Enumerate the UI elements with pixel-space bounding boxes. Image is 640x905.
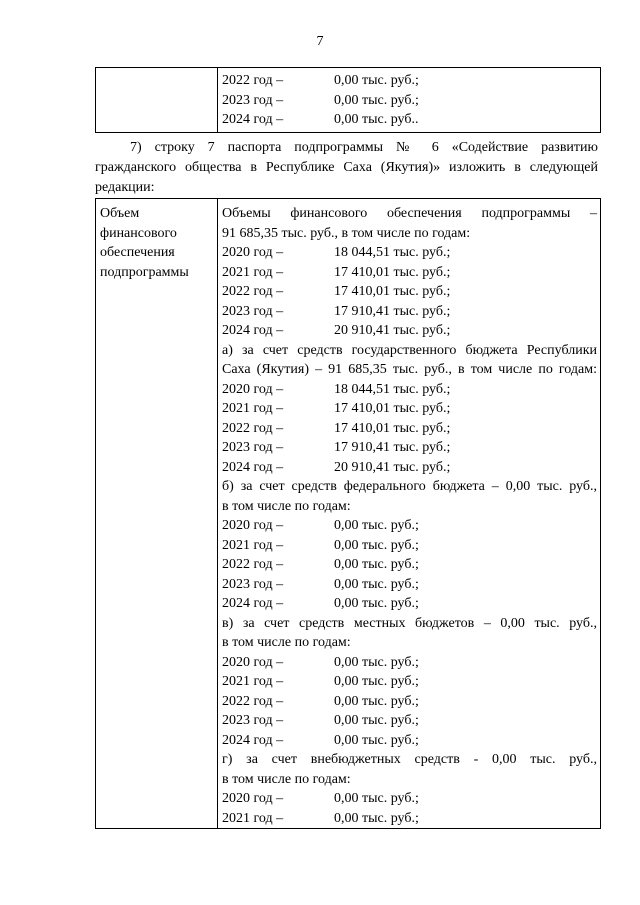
amount: 17 410,01 тыс. руб.; <box>334 420 451 436</box>
funding-cell <box>218 68 601 133</box>
amount: 0,00 тыс. руб.; <box>334 596 419 611</box>
label-line: подпрограммы <box>100 264 189 280</box>
total-heading: 91 685,35 тыс. руб., в том числе по годам: <box>222 225 471 241</box>
year: 2021 год – <box>222 537 284 553</box>
amount: 0,00 тыс. руб.; <box>334 92 419 108</box>
funding-table <box>95 198 601 829</box>
section-heading: г) за счет внебюджетных средств - 0,00 тыс. руб., <box>222 752 597 767</box>
amount: 0,00 тыс. руб.; <box>334 810 419 826</box>
year-row <box>218 438 600 458</box>
paragraph-line: 7) строку 7 паспорта подпрограммы № 6 «Содействие развитию <box>130 140 598 155</box>
year: 2021 год – <box>222 810 284 826</box>
year: 2020 год – <box>222 791 284 806</box>
year-row <box>218 672 600 692</box>
year-row <box>218 321 600 341</box>
year-row <box>218 399 600 419</box>
year-row <box>218 243 600 263</box>
year-row <box>218 91 600 111</box>
paragraph-line: гражданского общества в Республике Саха (Якутия)» изложить в следующей <box>95 160 598 175</box>
amount: 0,00 тыс. руб.; <box>334 791 419 806</box>
amount: 0,00 тыс. руб.; <box>334 713 419 728</box>
paragraph-line: редакции: <box>95 180 155 195</box>
amount: 0,00 тыс. руб.; <box>334 693 419 709</box>
funding-cell <box>218 199 601 829</box>
year-row <box>218 653 600 673</box>
year-row <box>218 555 600 575</box>
section-heading: Саха (Якутия) – 91 685,35 тыс. руб., в том числе по годам: <box>222 362 597 377</box>
year-row <box>218 536 600 556</box>
empty-label-cell <box>96 68 218 133</box>
amount: 0,00 тыс. руб.; <box>334 576 419 592</box>
year-row <box>218 516 600 536</box>
year-row <box>218 731 600 751</box>
section-heading: а) за счет средств государственного бюджета Республики <box>222 342 597 358</box>
year-row <box>218 594 600 614</box>
label-line: Объем <box>100 206 140 221</box>
year: 2024 год – <box>222 459 284 475</box>
amount: 17 410,01 тыс. руб.; <box>334 284 451 299</box>
amount: 18 044,51 тыс. руб.; <box>334 381 451 397</box>
amount: 17 910,41 тыс. руб.; <box>334 440 451 455</box>
year-row <box>218 575 600 595</box>
year: 2023 год – <box>222 92 284 108</box>
year-row <box>218 419 600 439</box>
year: 2020 год – <box>222 245 284 260</box>
label-line: обеспечения <box>100 245 175 260</box>
amount: 0,00 тыс. руб.. <box>334 112 419 127</box>
year: 2023 год – <box>222 576 284 592</box>
year-row <box>218 302 600 322</box>
year-row <box>218 380 600 400</box>
year: 2022 год – <box>222 284 284 299</box>
amount: 0,00 тыс. руб.; <box>334 674 419 689</box>
year: 2021 год – <box>222 674 284 689</box>
year-row <box>218 282 600 302</box>
amount: 17 910,41 тыс. руб.; <box>334 303 451 319</box>
year: 2020 год – <box>222 654 284 670</box>
amount: 0,00 тыс. руб.; <box>334 557 419 572</box>
year-row <box>218 789 600 809</box>
label-cell <box>96 199 218 829</box>
year: 2023 год – <box>222 713 284 728</box>
amount: 17 410,01 тыс. руб.; <box>334 264 451 280</box>
amount: 20 910,41 тыс. руб.; <box>334 323 451 338</box>
year: 2022 год – <box>222 557 284 572</box>
year: 2020 год – <box>222 518 284 533</box>
year: 2022 год – <box>222 73 284 88</box>
section-heading: в том числе по годам: <box>222 771 351 787</box>
continued-table <box>95 67 601 133</box>
year: 2020 год – <box>222 381 284 397</box>
year-row <box>218 458 600 478</box>
section-heading: в) за счет средств местных бюджетов – 0,00 тыс. руб., <box>222 615 597 631</box>
amount: 20 910,41 тыс. руб.; <box>334 459 451 475</box>
year-row <box>218 809 600 829</box>
amount: 0,00 тыс. руб.; <box>334 537 419 553</box>
amount: 0,00 тыс. руб.; <box>334 518 419 533</box>
year: 2022 год – <box>222 693 284 709</box>
year-row <box>218 711 600 731</box>
year: 2024 год – <box>222 732 284 748</box>
section-heading: в том числе по годам: <box>222 635 351 650</box>
amount: 0,00 тыс. руб.; <box>334 732 419 748</box>
amount: 18 044,51 тыс. руб.; <box>334 245 451 260</box>
year: 2024 год – <box>222 596 284 611</box>
section-heading: б) за счет средств федерального бюджета – 0,00 тыс. руб., <box>222 479 597 494</box>
label-line: финансового <box>100 225 177 241</box>
year-row <box>218 263 600 283</box>
year: 2021 год – <box>222 264 284 280</box>
year: 2021 год – <box>222 401 284 416</box>
amount: 17 410,01 тыс. руб.; <box>334 401 451 416</box>
total-heading: Объемы финансового обеспечения подпрограммы – <box>222 206 597 221</box>
year: 2022 год – <box>222 420 284 436</box>
amendment-paragraph <box>95 138 598 198</box>
amount: 0,00 тыс. руб.; <box>334 73 419 88</box>
year-row <box>218 692 600 712</box>
year-row <box>218 71 600 91</box>
year: 2023 год – <box>222 303 284 319</box>
year: 2024 год – <box>222 112 284 127</box>
amount: 0,00 тыс. руб.; <box>334 654 419 670</box>
year: 2023 год – <box>222 440 284 455</box>
section-heading: в том числе по годам: <box>222 498 351 514</box>
year-row <box>218 110 600 130</box>
page-number: 7 <box>316 34 324 49</box>
year: 2024 год – <box>222 323 284 338</box>
